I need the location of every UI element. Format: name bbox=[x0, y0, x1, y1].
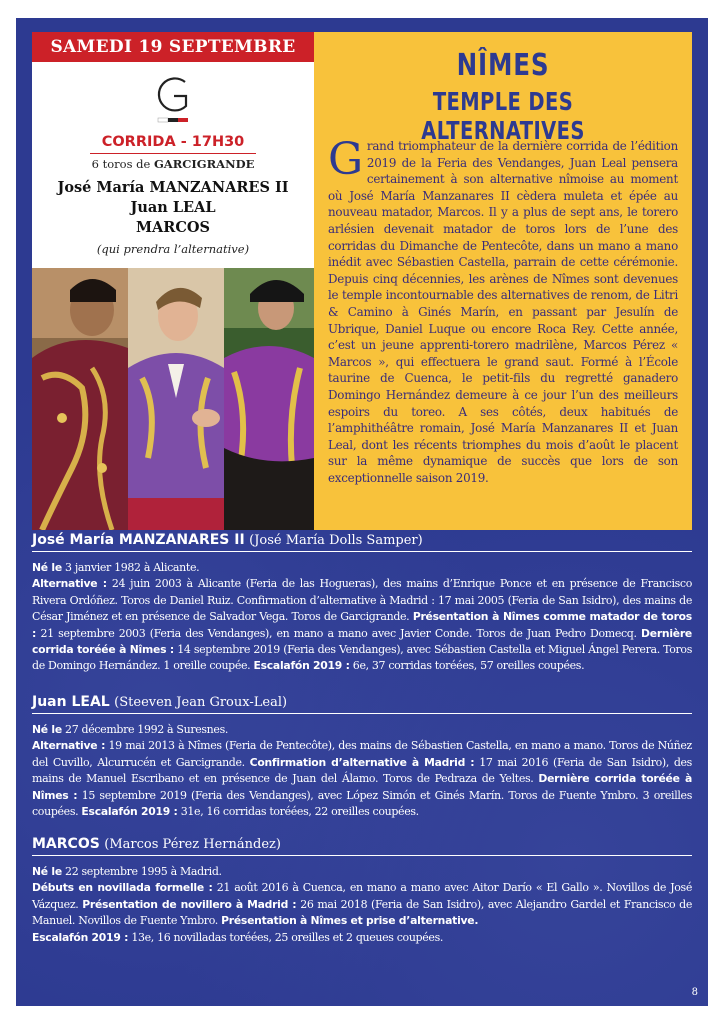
bio-text: 17 mai 2016 (Feria de San Isidro), des mains de Manuel Escribano et en présence de Juan del Álamo. Toros de Pedraza de Yeltes. bbox=[32, 755, 692, 786]
bio-label: Né le bbox=[32, 723, 62, 736]
bio-body bbox=[32, 722, 692, 820]
bio-header bbox=[32, 836, 692, 856]
torero-name: José María MANZANARES II bbox=[57, 179, 289, 196]
bio-text: 14 septembre 2019 (Feria des Vendanges), avec Sébastien Castella et Miguel Ángel Perera. Toros de Domingo Hernández. 1 oreille coupée. bbox=[32, 643, 693, 673]
bio-label: Né le bbox=[32, 561, 62, 574]
bio-leal bbox=[32, 694, 692, 820]
bio-label: Alternative : bbox=[32, 739, 106, 753]
torero-photos bbox=[32, 268, 314, 530]
article-subtitle: TEMPLE DES ALTERNATIVES bbox=[421, 87, 585, 145]
bio-marcos bbox=[32, 836, 692, 946]
bio-label: Présentation à Nîmes et prise d’alternative. bbox=[221, 914, 479, 928]
garcigrande-logo-icon bbox=[148, 68, 198, 130]
dropcap: G bbox=[328, 134, 363, 185]
page-number: 8 bbox=[691, 987, 698, 998]
corrida-time: CORRIDA - 17H30 bbox=[101, 134, 245, 150]
bio-label: Présentation de novillero à Madrid : bbox=[82, 897, 297, 911]
bio-full-name: (Steeven Jean Groux-Leal) bbox=[114, 695, 288, 710]
bio-label: Confirmation d’alternative à Madrid : bbox=[249, 755, 475, 769]
bio-full-name: (José María Dolls Samper) bbox=[249, 533, 423, 548]
torero-name: MARCOS bbox=[136, 219, 210, 236]
bio-text: 24 juin 2003 à Alicante (Feria de las Hogueras), des mains d’Enrique Ponce et en présence de Francisco Rivera Ordóñez. Toros de Daniel Ruiz. Confirmation d’alternative à Madrid : 17 mai 2005 (Feria de San Isidro), des mains de César Jiménez et en présence de Salvador Vega. Toros de Garcigrande. bbox=[32, 577, 693, 624]
bio-label: Escalafón 2019 : bbox=[32, 930, 129, 944]
bio-name: MARCOS bbox=[32, 836, 100, 852]
bio-text: 19 mai 2013 à Nîmes (Feria de Pentecôte), des mains de Sébastien Castella, en mano a mano. Toros de Núñez del Cuvillo, Alcurrucén et Garcigrande. bbox=[32, 739, 692, 769]
divider bbox=[90, 153, 256, 154]
torero-name: Juan LEAL bbox=[130, 199, 216, 216]
bio-text: 3 janvier 1982 à Alicante. bbox=[61, 561, 200, 574]
article-text: rand triomphateur de la dernière corrida de l’édition 2019 de la Feria des Vendanges, Juan Leal pensera certainement à son alternative nîmoise au moment où José María Manzanares II cèdera muleta et épée au nouveau matador, Marcos. Il y a plus de sept ans, le torero arlésien devenait matador de toros lors de l’une des corridas du Dimanche de Pentecôte, dans un mano a mano inédit avec Sébastien Castella, parrain de cette cérémonie. Depuis cinq décennies, les arènes de Nîmes sont devenues le temple incontournable des alternatives de renom, de Litri & Camino à Ginés Marín, en passant par Jesulín de Ubrique, Daniel Luque ou encore Roca Rey. Cette année, c’est un jeune apprenti-torero madrilène, Marcos Pérez « Marcos », qui effectuera le grand saut. Formé à l’École taurine de Cuenca, le petit-fils du regretté ganadero Domingo Hernández demeure à ce jour l’un des meilleurs espoirs du toreo. A ses côtés, deux habitués de l’amphithéâtre romain, José María Manzanares II et Juan Leal, dont les récents triomphes du mois d’août le placent sur la même dynamique de succès que lors de son exceptionnelle saison 2019. bbox=[328, 139, 678, 485]
bio-text: 22 septembre 1995 à Madrid. bbox=[61, 865, 222, 878]
bio-label: Escalafón 2019 : bbox=[81, 805, 178, 819]
bio-header bbox=[32, 532, 692, 552]
bio-text: 15 septembre 2019 (Feria des Vendanges), avec López Simón et Ginés Marín. Toros de Fuente Ymbro. 3 oreilles coupées. bbox=[32, 788, 692, 819]
alternative-note: (qui prendra l’alternative) bbox=[96, 242, 250, 256]
bio-label: Présentation à Nîmes comme matador de toros : bbox=[32, 610, 692, 640]
toros-info bbox=[32, 157, 314, 171]
torero-photo bbox=[32, 268, 128, 530]
torero-photo bbox=[128, 268, 224, 530]
bio-text: 27 décembre 1992 à Suresnes. bbox=[61, 723, 229, 736]
bio-label: Débuts en novillada formelle : bbox=[32, 881, 213, 895]
bio-header bbox=[32, 694, 692, 714]
bio-text: 31e, 16 corridas toréées, 22 oreilles coupées. bbox=[177, 805, 419, 819]
bio-label: Dernière corrida toréée à Nîmes : bbox=[32, 772, 693, 802]
bio-body bbox=[32, 864, 692, 946]
page bbox=[16, 18, 708, 1006]
article-body bbox=[328, 134, 678, 486]
bio-text: 21 août 2016 à Cuenca, en mano a mano avec Aitor Darío « El Gallo ». Novillos de José Vázquez. bbox=[32, 881, 692, 911]
ganaderia: GARCIGRANDE bbox=[153, 157, 255, 171]
bio-name: Juan LEAL bbox=[32, 694, 110, 710]
article-title: NÎMES bbox=[456, 48, 550, 83]
bio-label: Né le bbox=[32, 865, 62, 878]
bio-manzanares bbox=[32, 532, 692, 675]
torero-list bbox=[32, 178, 314, 238]
bio-label: Dernière corrida toréée à Nîmes : bbox=[32, 626, 692, 657]
event-date-banner: SAMEDI 19 SEPTEMBRE bbox=[32, 32, 314, 62]
bio-label: Alternative : bbox=[32, 577, 107, 591]
bio-text: 21 septembre 2003 (Feria des Vendanges), en mano a mano avec Javier Conde. Toros de Juan Pedro Domecq. bbox=[36, 626, 642, 640]
bio-label: Escalafón 2019 : bbox=[253, 659, 350, 673]
bio-full-name: (Marcos Pérez Hernández) bbox=[104, 837, 281, 852]
article-panel bbox=[314, 32, 692, 530]
event-card bbox=[32, 32, 314, 530]
bio-text: 6e, 37 corridas toréées, 57 oreilles coupées. bbox=[349, 659, 585, 673]
torero-photo bbox=[224, 268, 314, 530]
bio-text: 13e, 16 novilladas toréées, 25 oreilles et 2 queues coupées. bbox=[128, 930, 444, 944]
bio-name: José María MANZANARES II bbox=[32, 532, 245, 548]
bio-text: 26 mai 2018 (Feria de San Isidro), avec Alejandro Gardel et Francisco de Manuel. Novillos de Fuente Ymbro. bbox=[32, 897, 692, 928]
bio-body bbox=[32, 560, 692, 675]
toros-prefix: 6 toros de bbox=[91, 157, 151, 171]
